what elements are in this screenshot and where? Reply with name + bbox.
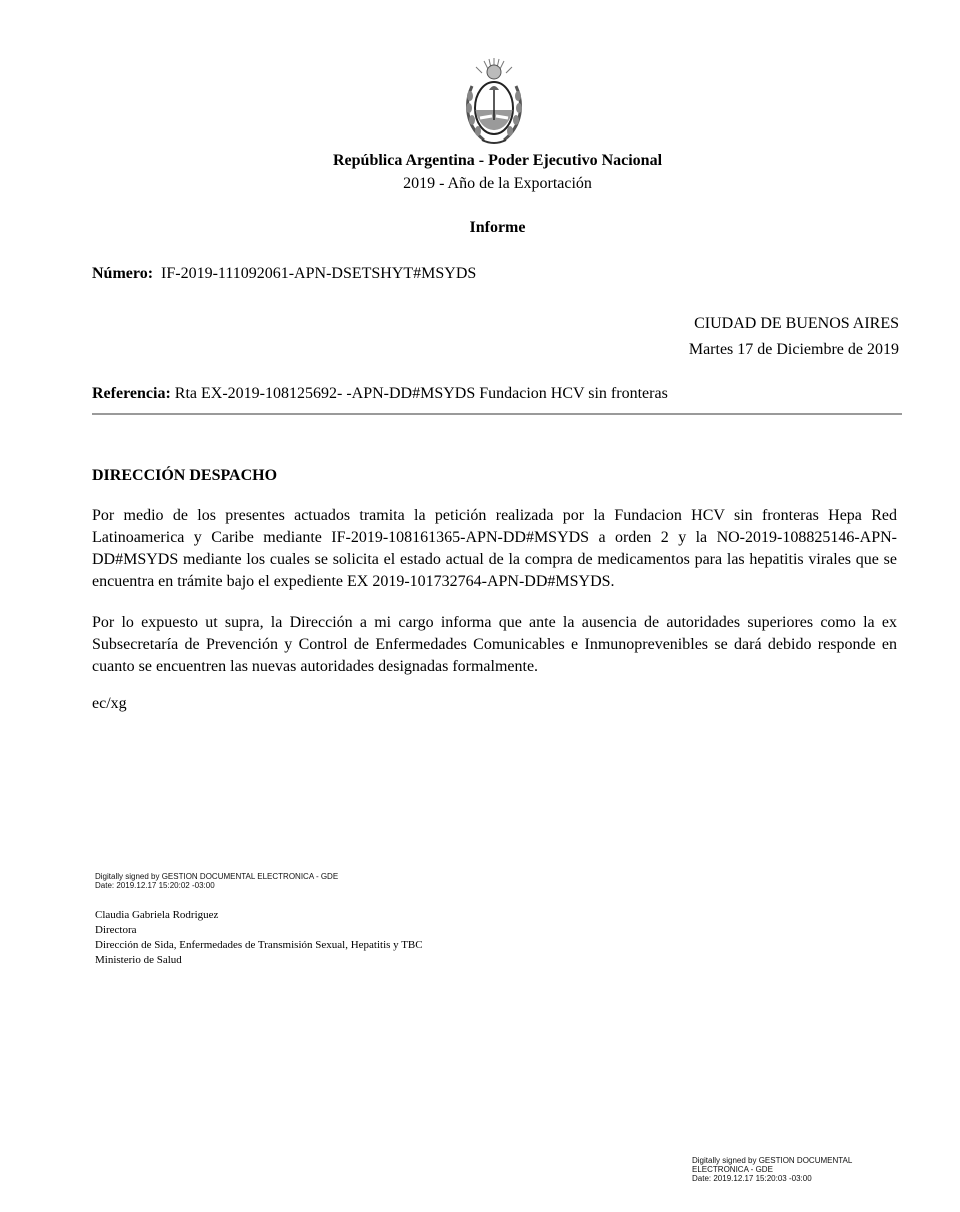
- section-heading: DIRECCIÓN DESPACHO: [92, 467, 278, 484]
- body-paragraph: Por lo expuesto ut supra, la Dirección a mi cargo informa que ante la ausencia de autoridades superiores como la ex Subsecretaría de Prevención y Control de Enfermedades Comunicables e Inmunoprevenibles se dará debido responde en cuanto se encuentren las nuevas autoridades designadas formalmente.: [92, 614, 897, 675]
- location: CIUDAD DE BUENOS AIRES: [694, 315, 899, 332]
- document-number: [92, 265, 476, 283]
- signer-name: Claudia Gabriela Rodriguez: [95, 909, 219, 921]
- reference-label: Referencia:: [92, 385, 171, 402]
- document-type: Informe: [469, 219, 526, 236]
- footer-signature-date: Date: 2019.12.17 15:20:03 -03:00: [692, 1174, 812, 1183]
- body-paragraph: Por medio de los presentes actuados tramita la petición realizada por la Fundacion HCV sin fronteras Hepa Red Latinoamerica y Caribe mediante IF-2019-108161365-APN-DD#MSYDS a orden 2 y la NO-2019-108825146-APN-DD#MSYDS mediante los cuales se solicita el estado actual de la compra de medicamentos para las hepatitis virales que se encuentra en trámite bajo el expediente EX 2019-101732764-APN-DD#MSYDS.: [92, 507, 897, 590]
- reference-value: Rta EX-2019-108125692- -APN-DD#MSYDS Fundacion HCV sin fronteras: [174, 385, 668, 402]
- footer-signature-line: Digitally signed by GESTION DOCUMENTAL: [692, 1156, 853, 1165]
- digital-signature-line: Digitally signed by GESTION DOCUMENTAL ELECTRONICA - GDE: [95, 872, 339, 881]
- argentina-coat-of-arms-icon: [462, 56, 526, 148]
- digital-signature-date: Date: 2019.12.17 15:20:02 -03:00: [95, 881, 215, 890]
- document-date: Martes 17 de Diciembre de 2019: [688, 341, 899, 358]
- government-title: República Argentina - Poder Ejecutivo Nacional: [332, 152, 663, 169]
- document-number-label: Número:: [92, 265, 154, 282]
- footer-digital-signature-stamp: [692, 1156, 882, 1183]
- signer-ministry: Ministerio de Salud: [95, 954, 182, 966]
- footer-signature-line: ELECTRONICA - GDE: [692, 1165, 773, 1174]
- initials: ec/xg: [92, 695, 127, 712]
- signer-block: [95, 908, 423, 968]
- document-number-value: IF-2019-111092061-APN-DSETSHYT#MSYDS: [161, 265, 477, 282]
- reference: [92, 385, 668, 403]
- signer-role: Directora: [95, 924, 137, 936]
- digital-signature-stamp: [95, 872, 395, 890]
- signer-office: Dirección de Sida, Enfermedades de Transmisión Sexual, Hepatitis y TBC: [95, 939, 423, 951]
- year-motto: 2019 - Año de la Exportación: [403, 175, 592, 192]
- divider: [92, 413, 902, 415]
